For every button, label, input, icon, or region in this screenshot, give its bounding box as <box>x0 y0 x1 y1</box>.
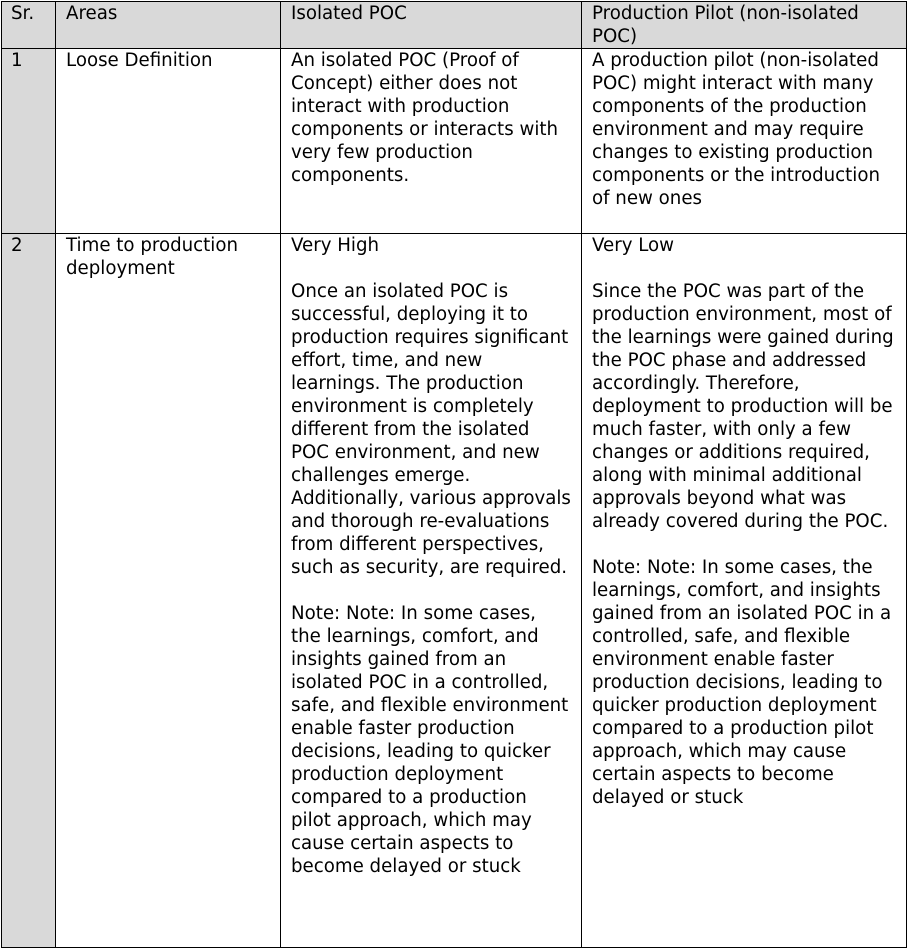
cell-note: Note: Note: In some cases, the learnings, comfort, and insights gained from an isolated POC in a controlled, safe, and flexible environment enable faster production decisions, leading to quicker production deployment compared to a production pilot approach, which may cause certain aspects to become delayed or stuck <box>592 557 892 808</box>
header-isolated-poc: Isolated POC <box>281 2 582 49</box>
cell-production-pilot <box>582 49 907 234</box>
comparison-table <box>1 1 907 948</box>
row-area: Time to production deployment <box>56 234 281 948</box>
table-row <box>2 234 907 948</box>
cell-body: An isolated POC (Proof of Concept) either does not interact with production components or interacts with very few production components. <box>291 50 559 186</box>
cell-body: Since the POC was part of the production environment, most of the learnings were gained during the POC phase and addressed accordingly. Therefore, deployment to production will be much faster, with only a few changes or additions required, along with minimal additional approvals beyond what was already covered during the POC. <box>592 281 894 532</box>
cell-title: Very High <box>291 235 380 256</box>
cell-production-pilot <box>582 234 907 948</box>
cell-isolated-poc <box>281 234 582 948</box>
table-row <box>2 49 907 234</box>
row-area: Loose Definition <box>56 49 281 234</box>
row-number: 1 <box>2 49 56 234</box>
cell-body: Once an isolated POC is successful, deploying it to production requires significant effort, time, and new learnings. The production environment is completely different from the isolated POC environment, and new challenges emerge. Additionally, various approvals and thorough re-evaluations from different perspectives, such as security, are required. <box>291 281 571 578</box>
cell-body: A production pilot (non-isolated POC) might interact with many components of the production environment and may require changes to existing production components or the introduction of new ones <box>592 50 880 209</box>
header-sr: Sr. <box>2 2 56 49</box>
cell-isolated-poc <box>281 49 582 234</box>
header-areas: Areas <box>56 2 281 49</box>
cell-note: Note: Note: In some cases, the learnings, comfort, and insights gained from an isolated POC in a controlled, safe, and flexible environment enable faster production decisions, leading to quicker production deployment compared to a production pilot approach, which may cause certain aspects to become delayed or stuck <box>291 603 569 877</box>
row-number: 2 <box>2 234 56 948</box>
cell-title: Very Low <box>592 235 675 256</box>
header-row <box>2 2 907 49</box>
header-production-pilot: Production Pilot (non-isolated POC) <box>582 2 907 49</box>
